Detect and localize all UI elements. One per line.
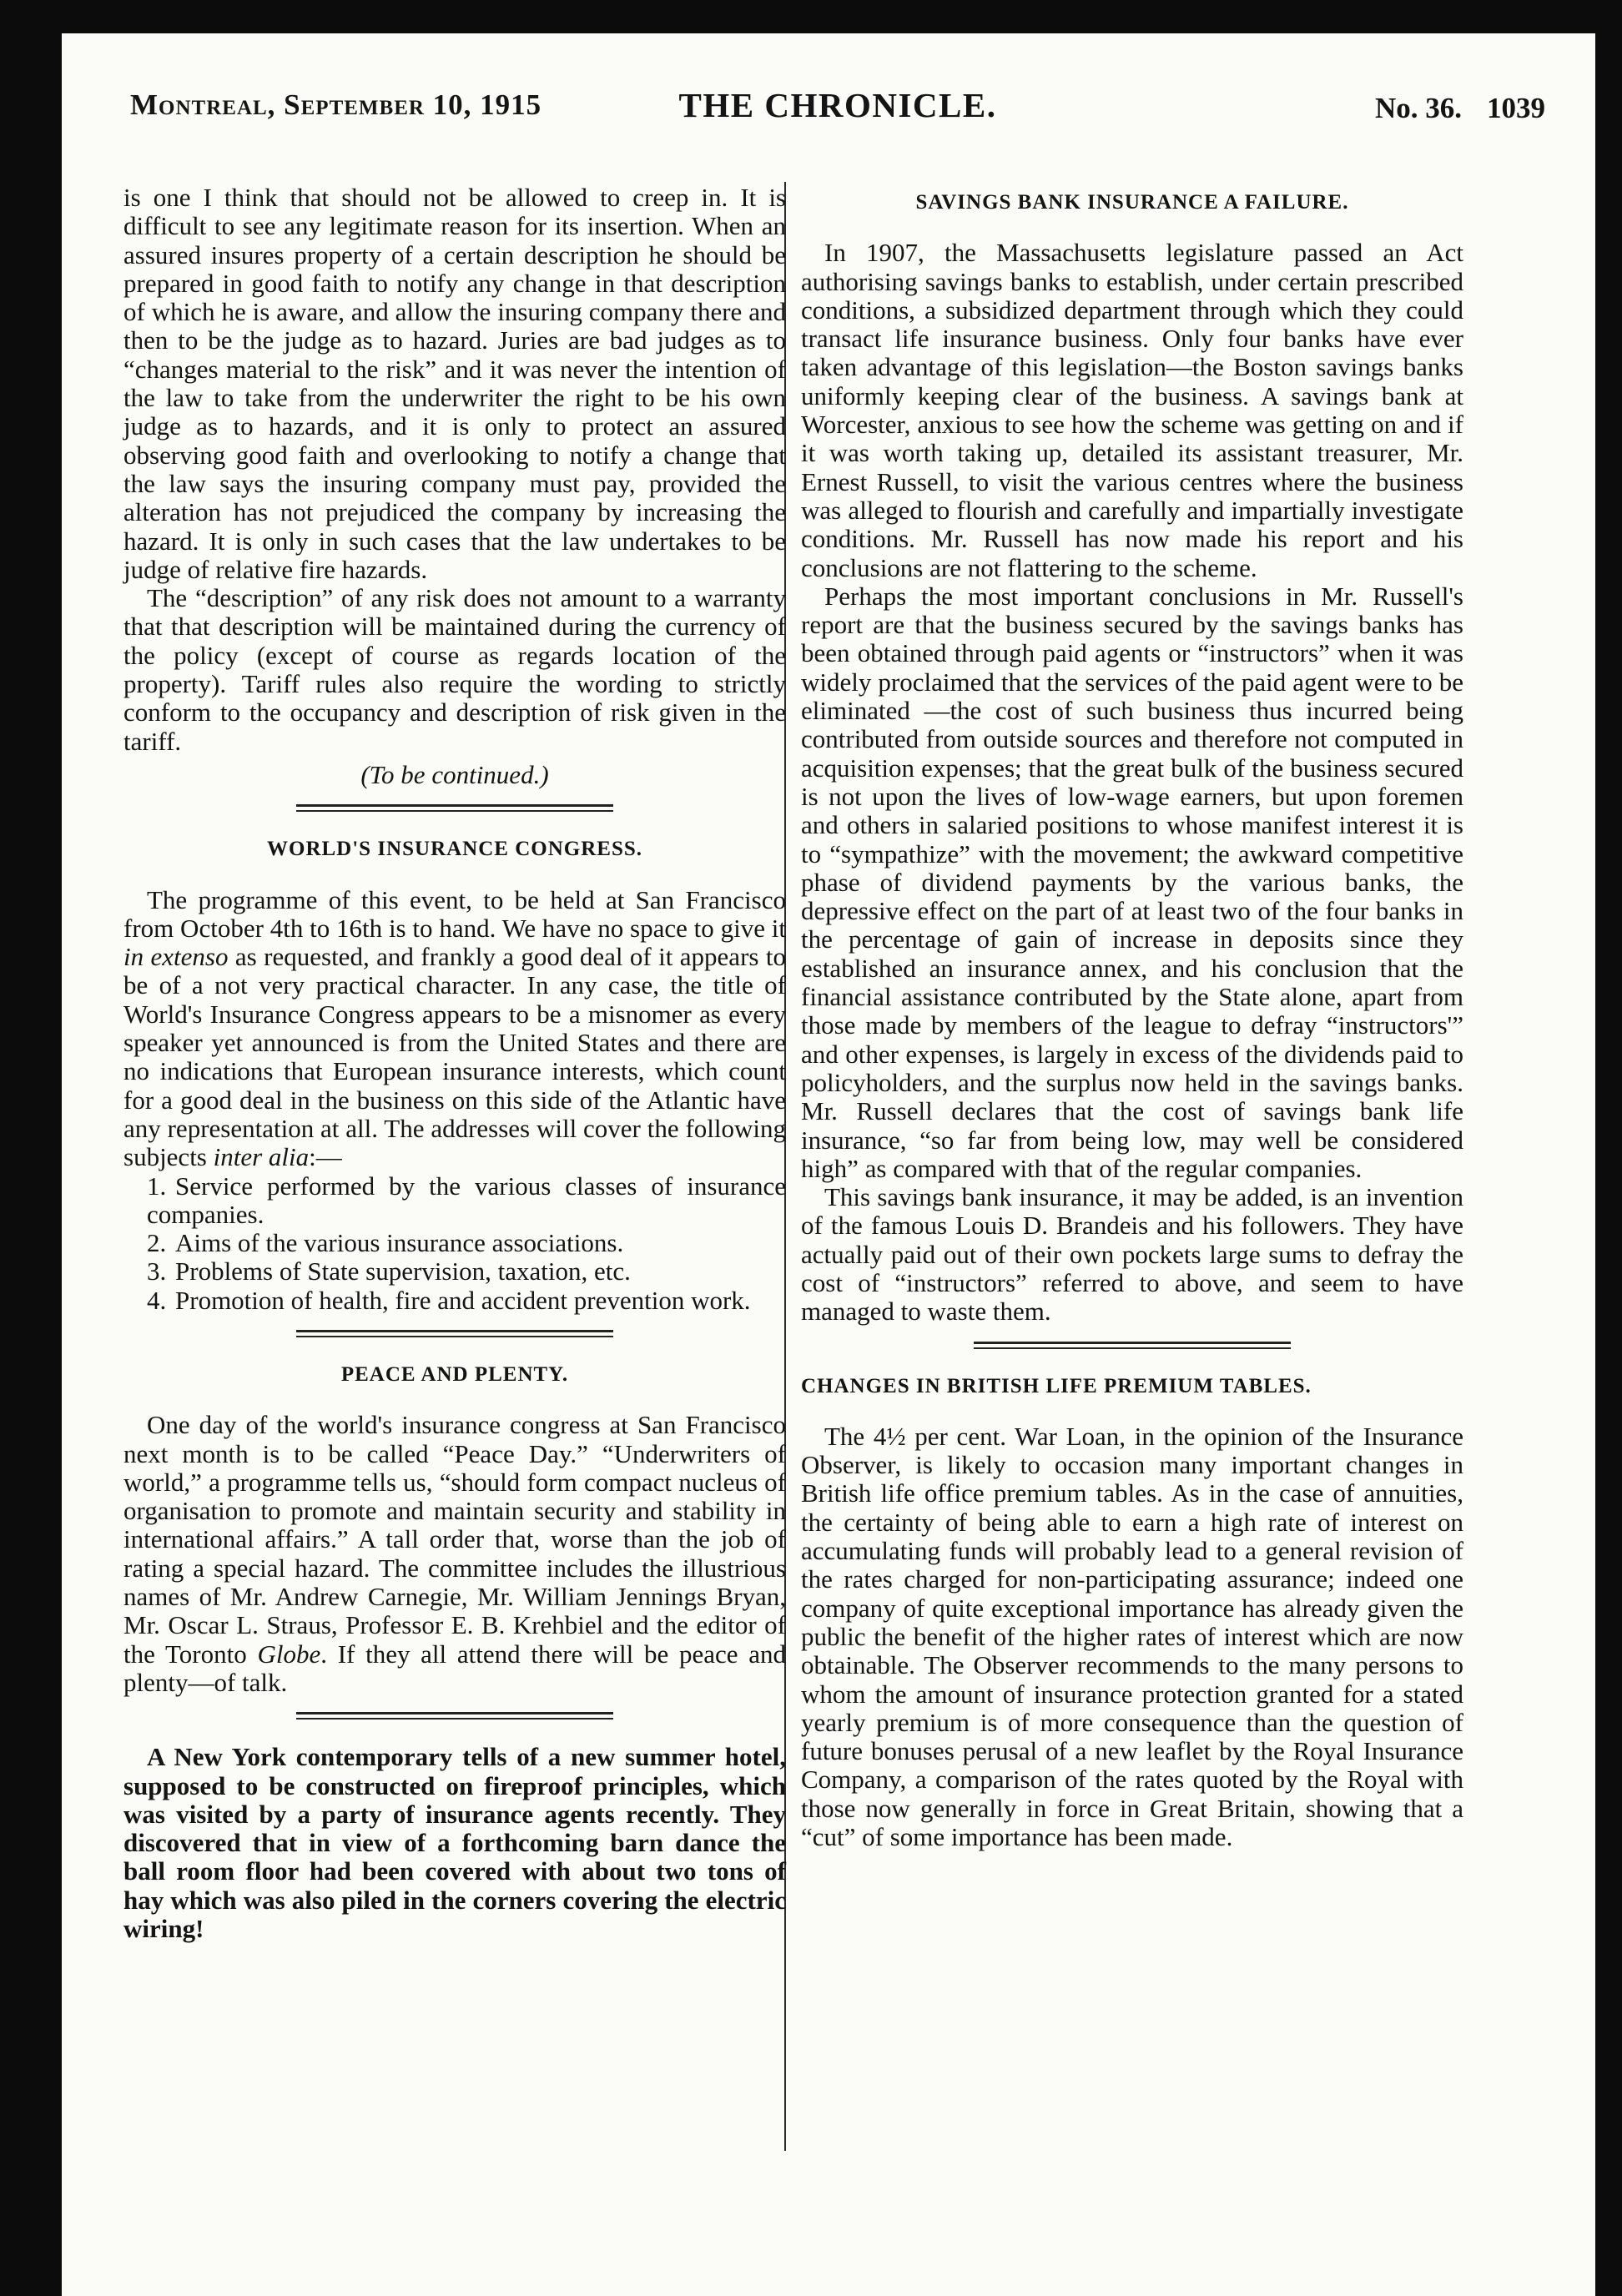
issue-number: No. 36. (1374, 92, 1462, 124)
header-date: Montreal, September 10, 1915 (130, 88, 542, 121)
list-item: 2. Aims of the various insurance associations. (147, 1228, 624, 1258)
list-item: 3. Problems of State supervision, taxation, etc. (147, 1256, 631, 1286)
article-heading-premium: CHANGES IN BRITISH LIFE PREMIUM TABLES. (801, 1374, 1312, 1397)
right-column (801, 184, 1463, 1851)
article-paragraph: Perhaps the most important conclusions in Mr. Russell's report are that the business secured by the savings banks has been obtained through paid agents or “instructors” when it was widely proclaimed that the services of the paid agent were to be eliminated —the cost of such business thus incurred being contributed from outside sources and therefore not computed in acquisition expenses; that the great bulk of the business secured is not upon the lives of low-wage earners, but upon foremen and others in salaried positions to whose manifest interest it is to “sympathize” with the movement; the awkward competitive phase of dividend payments by the various banks, the depressive effect on the part of at least two of the four banks in the percentage of gain of increase in deposits since they established an insurance annex, and his conclusion that the financial assistance contributed by the State alone, apart from those made by members of the league to defray “instructors'” and other expenses, is largely in excess of the dividends paid to policyholders, and the surplus now held in the savings banks. Mr. Russell declares that the cost of savings bank life insurance, “so far from being low, may well be considered high” as compared with that of the regular companies. (801, 581, 1463, 1183)
header-issue-page (1375, 92, 1545, 125)
header-title: THE CHRONICLE. (678, 86, 997, 124)
section-rule (296, 1330, 613, 1337)
list-item: 4. Promotion of health, fire and accident prevention work. (147, 1285, 751, 1315)
article-paragraph: One day of the world's insurance congress at San Francisco next month is to be called “Peace Day.” “Underwriters of world,” a programme tells us, “should form compact nucleus of organisation to promote and maintain security and stability in international affairs.” A tall order that, worse than the job of rating a special hazard. The committee includes the illustrious names of Mr. Andrew Carnegie, Mr. William Jennings Bryan, Mr. Oscar L. Straus, Professor E. B. Krehbiel and the editor of the Toronto Globe. If they all attend there will be peace and plenty—of talk. (123, 1410, 786, 1697)
article-heading-congress: WORLD'S INSURANCE CONGRESS. (267, 838, 642, 861)
continuation-paragraph: The “description” of any risk does not amount to a warranty that that description will be maintained during the currency of the policy (except of course as regards location of the property). Tariff rules also require the wording to strictly conform to the occupancy and description of risk given in the tariff. (123, 583, 786, 756)
continuation-paragraph: is one I think that should not be allowed to creep in. It is difficult to see any legitimate reason for its insertion. When an assured insures property of a certain description he should be prepared in good faith to notify any change in that description of which he is aware, and allow the insuring company there and then to be the judge as to hazard. Juries are bad judges as to “changes material to the risk” and it was never the intention of the law to take from the underwriter the right to be his own judge as to hazards, and it is only to protect an assured observing good faith and overlooking to notify a change that the law says the insuring company must pay, provided the alteration has not prejudiced the company by increasing the hazard. It is only in such cases that the law undertakes to be judge of relative fire hazards. (123, 183, 786, 584)
section-rule (296, 804, 613, 812)
to-be-continued: (To be continued.) (360, 759, 549, 789)
newspaper-page (62, 33, 1595, 2296)
article-paragraph-hotel: A New York contemporary tells of a new summer hotel, supposed to be constructed on fireproof principles, which was visited by a party of insurance agents recently. They discovered that in view of a forthcoming barn dance the ball room floor had been covered with about two tons of hay which was also piled in the corners covering the electric wiring! (123, 1742, 786, 1944)
section-rule (296, 1712, 613, 1719)
article-paragraph: In 1907, the Massachusetts legislature passed an Act authorising savings banks to establish, under certain prescribed conditions, a subsidized department through which they could transact life insurance business. Only four banks have ever taken advantage of this legislation—the Boston savings banks uniformly keeping clear of the business. A savings bank at Worcester, anxious to see how the scheme was getting on and if it was worth taking up, detailed its assistant treasurer, Mr. Ernest Russell, to visit the various centres where the business was alleged to flourish and carefully and impartially investigate conditions. Mr. Russell has now made his report and his conclusions are not flattering to the scheme. (801, 238, 1463, 582)
list-item: 1. Service performed by the various classes of insurance companies. (147, 1171, 786, 1229)
page-number: 1039 (1487, 92, 1545, 124)
page-header (130, 60, 1545, 185)
article-heading-savings: SAVINGS BANK INSURANCE A FAILURE. (915, 191, 1349, 214)
article-paragraph: The 4½ per cent. War Loan, in the opinion of the Insurance Observer, is likely to occasion many important changes in British life office premium tables. As in the case of annuities, the certainty of being able to earn a high rate of interest on accumulating funds will probably lead to a general revision of the rates charged for non-participating assurance; indeed one company of quite exceptional importance has already given the public the benefit of the higher rates of interest which are now obtainable. The Observer recommends to the many persons to whom the amount of insurance protection granted for a stated yearly premium is of more consequence than the question of future bonuses perusal of a new leaflet by the Royal Insurance Company, a comparison of the rates quoted by the Royal with those now generally in force in Great Britain, showing that a “cut” of some importance has been made. (801, 1421, 1463, 1852)
article-paragraph: This savings bank insurance, it may be added, is an invention of the famous Louis D. Brandeis and his followers. They have actually paid out of their own pockets large sums to defray the cost of “instructors” referred to above, and seem to have managed to waste them. (801, 1182, 1463, 1327)
left-column (123, 184, 786, 1943)
article-heading-peace: PEACE AND PLENTY. (340, 1362, 569, 1386)
section-rule (974, 1342, 1291, 1349)
article-paragraph: The programme of this event, to be held at San Francisco from October 4th to 16th is to hand. We have no space to give it in extenso as requested, and frankly a good deal of it appears to be of a not very practical character. In any case, the title of World's Insurance Congress appears to be a misnomer as every speaker yet announced is from the United States and there are no indications that European insurance interests, which count for a good deal in the business on this side of the Atlantic have any representation at all. The addresses will cover the following subjects inter alia:— (123, 884, 786, 1172)
